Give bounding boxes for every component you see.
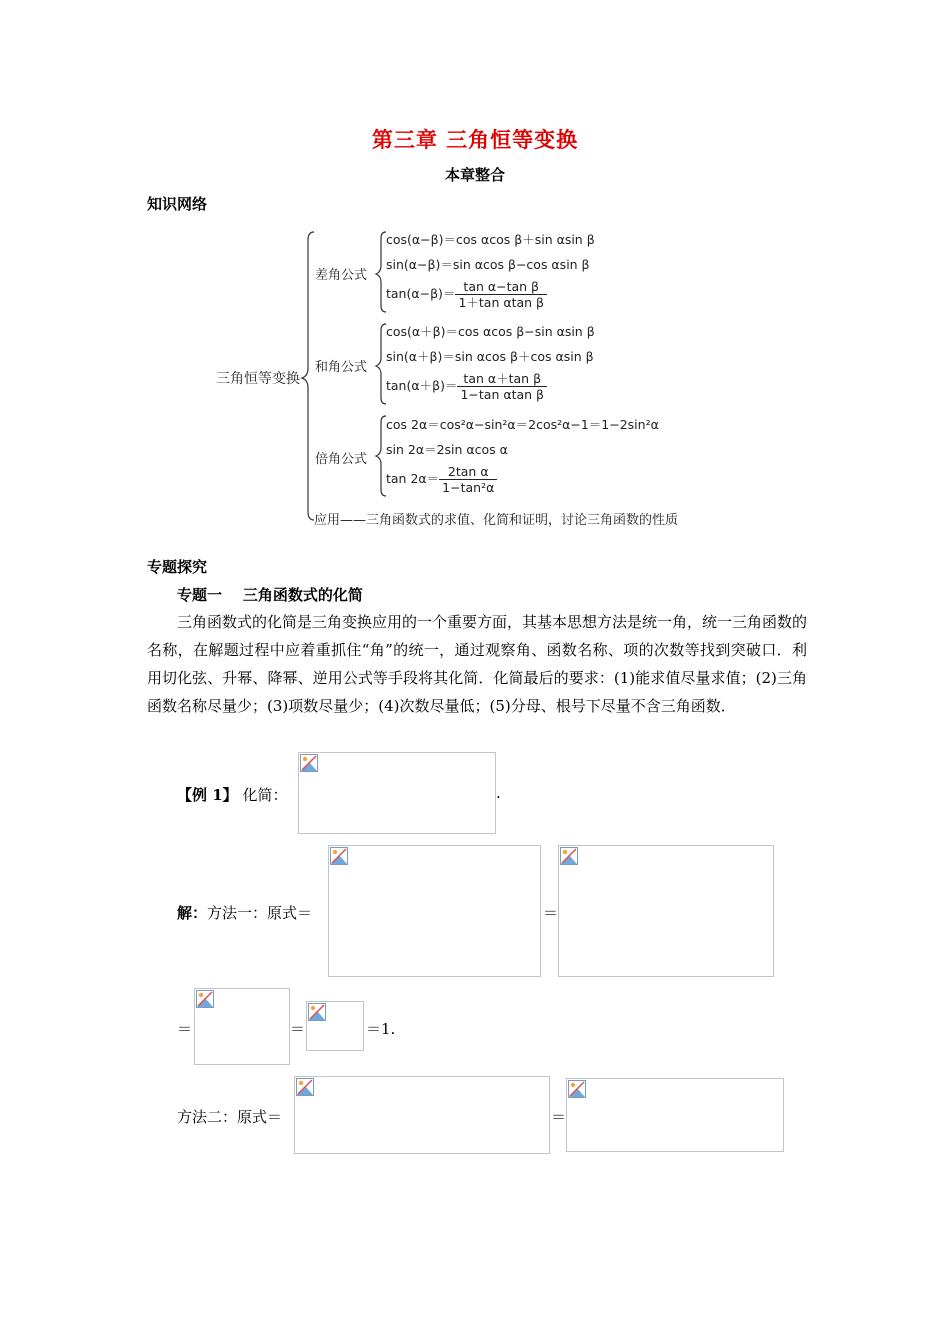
formula-tan-sum bbox=[386, 371, 547, 402]
result-text: ＝1. bbox=[366, 1020, 396, 1038]
group-difference-label: 差角公式 bbox=[315, 268, 368, 283]
solution-method1-line bbox=[177, 902, 312, 923]
example-prompt: 化简： bbox=[242, 786, 288, 804]
broken-image-icon bbox=[308, 1003, 326, 1021]
broken-image bbox=[294, 1076, 550, 1154]
topic1-title: 专题一 三角函数式的化简 bbox=[177, 586, 363, 604]
broken-image bbox=[194, 988, 290, 1065]
broken-image-icon bbox=[196, 990, 214, 1008]
formula-lhs: tan(α＋β)＝ bbox=[386, 378, 458, 393]
broken-image bbox=[328, 845, 541, 977]
knowledge-network-heading: 知识网络 bbox=[147, 195, 208, 213]
network-root-label: 三角恒等变换 bbox=[216, 371, 300, 387]
fraction-denominator: 1−tan²α bbox=[442, 480, 495, 495]
inquiry-heading: 专题探究 bbox=[147, 558, 208, 576]
formula-lhs: tan(α−β)＝ bbox=[386, 286, 456, 301]
broken-image bbox=[306, 1001, 364, 1051]
fraction-denominator: 1＋tan αtan β bbox=[458, 295, 545, 310]
broken-image-icon bbox=[330, 847, 348, 865]
broken-image bbox=[566, 1078, 784, 1152]
application-line: 应用——三角函数式的求值、化简和证明，讨论三角函数的性质 bbox=[314, 513, 679, 528]
example-trailing-period: . bbox=[496, 784, 501, 802]
fraction-numerator: tan α−tan β bbox=[455, 279, 547, 295]
formula-sin-sum: sin(α＋β)＝sin αcos β＋cos αsin β bbox=[386, 349, 594, 364]
broken-image-icon bbox=[568, 1080, 586, 1098]
formula-tan-double bbox=[386, 464, 497, 495]
group-sum-label: 和角公式 bbox=[315, 360, 368, 375]
method2-prefix: 方法二：原式＝ bbox=[177, 1108, 283, 1126]
topic1-paragraph: 三角函数式的化简是三角变换应用的一个重要方面，其基本思想方法是统一角，统一三角函数的名称，在解题过程中应着重抓住“角”的统一，通过观察角、函数名称、项的次数等找到突破口．利用切化弦、升幂、降幂、逆用公式等手段将其化简．化简最后的要求：(1)能求值尽量求值；(2)三角函数名称尽量少；(3)项数尽量少；(4)次数尽量低；(5)分母、根号下尽量不含三角函数． bbox=[147, 613, 808, 715]
equals-sign: ＝ bbox=[551, 1108, 567, 1126]
page-subtitle: 本章整合 bbox=[444, 166, 505, 184]
group-double-label: 倍角公式 bbox=[315, 452, 368, 467]
formula-cos-double: cos 2α＝cos²α−sin²α＝2cos²α−1＝1−2sin²α bbox=[386, 417, 659, 432]
page-title: 第三章 三角恒等变换 bbox=[371, 127, 579, 152]
knowledge-network-diagram bbox=[208, 222, 772, 546]
formula-sin-double: sin 2α＝2sin αcos α bbox=[386, 442, 508, 457]
equals-sign: ＝ bbox=[177, 1020, 193, 1038]
fraction-numerator: tan α＋tan β bbox=[457, 371, 547, 387]
broken-image bbox=[298, 752, 496, 834]
broken-image-icon bbox=[300, 754, 318, 772]
equals-sign: ＝ bbox=[543, 904, 559, 922]
fraction-denominator: 1−tan αtan β bbox=[460, 387, 545, 402]
broken-image-icon bbox=[560, 847, 578, 865]
formula-lhs: tan 2α＝ bbox=[386, 471, 440, 486]
formula-cos-sum: cos(α＋β)＝cos αcos β−sin αsin β bbox=[386, 324, 595, 339]
broken-image-icon bbox=[296, 1078, 314, 1096]
formula-sin-difference: sin(α−β)＝sin αcos β−cos αsin β bbox=[386, 257, 590, 272]
fraction-numerator: 2tan α bbox=[439, 464, 497, 480]
formula-cos-difference: cos(α−β)＝cos αcos β＋sin αsin β bbox=[386, 232, 595, 247]
broken-image bbox=[558, 845, 774, 977]
method1-prefix: 方法一：原式＝ bbox=[207, 904, 313, 922]
formula-tan-difference bbox=[386, 279, 547, 310]
example-label: 【例 1】 bbox=[177, 786, 238, 804]
solution-label: 解： bbox=[177, 904, 208, 922]
example1-line bbox=[177, 784, 287, 805]
equals-sign: ＝ bbox=[290, 1020, 306, 1038]
